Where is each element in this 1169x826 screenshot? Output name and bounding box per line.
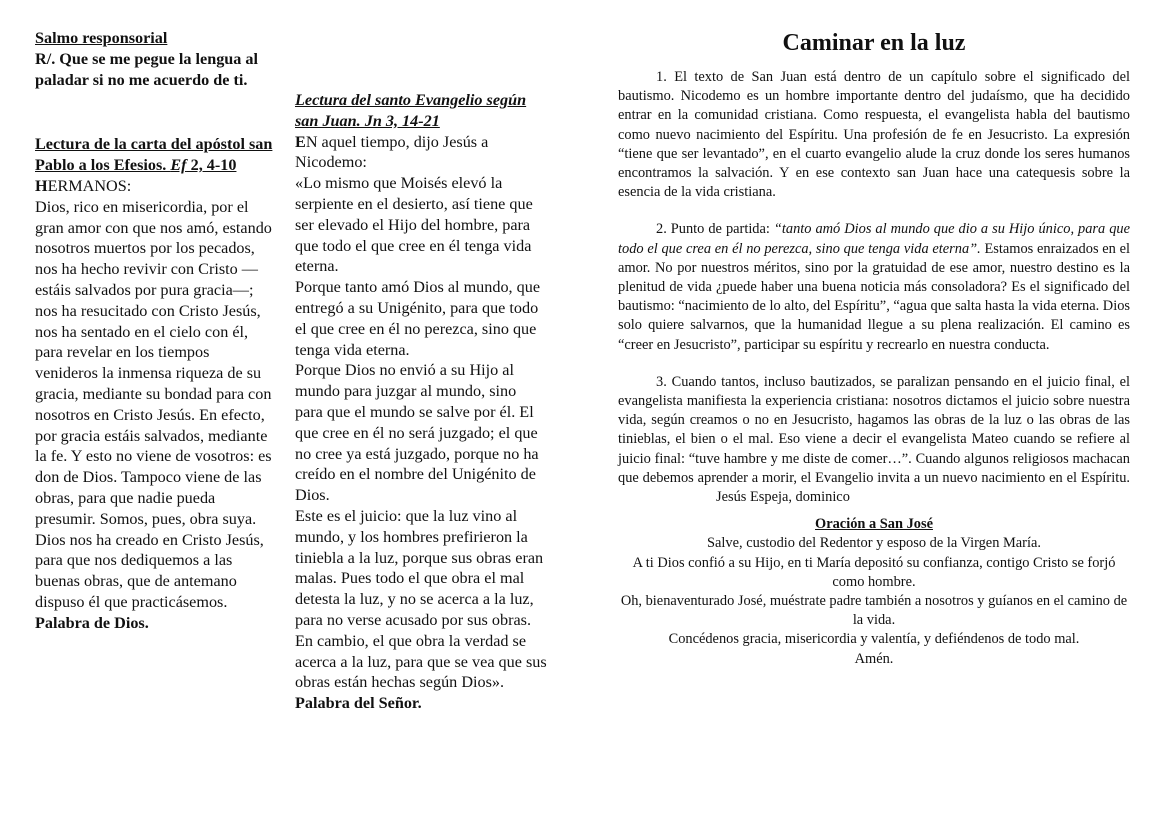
p2-rest: Estamos enraizados en el amor. No por nuestros méritos, sino por la gratuidad de ese amor, nuestro destino es la plenitud de vida ¿puede haber una buena noticia más consoladora? Es el significado del bautismo: “nacimiento de lo alto, del Espíritu”, “agua que salta hasta la vida eterna. Dios solo quiere salvarnos, que la humanidad llegue a su plena realización. El camino es “creer en Jesucristo”, participar su espíritu y recrearlo en nuestra conducta. (618, 240, 1130, 353)
prayer-line: Oh, bienaventurado José, muéstrate padre también a nosotros y guíanos en el camino de la vida. (620, 593, 1128, 629)
segunda-lectura-ref-verses: 2, 4-10 (186, 156, 237, 175)
comentario-paragraph-2 (618, 220, 1130, 354)
column-left (35, 28, 275, 634)
evangelio-intro (295, 132, 547, 174)
salmo-heading: Salmo responsorial (35, 29, 168, 47)
prayer-line: Amén. (854, 650, 894, 667)
segunda-lectura-heading-text: Lectura de la carta del apóstol san Pablo a los Efesios. (35, 135, 273, 175)
evangelio-paragraph: En cambio, el que obra la verdad se acerca a la luz, para que se vea que sus obras están hechas según Dios». (295, 631, 547, 692)
p2-quote: “tanto amó Dios al mundo que dio a su Hijo único, para que todo el que crea en él no perezca, sino que tenga vida eterna”. (618, 221, 1130, 257)
column-middle (295, 90, 547, 714)
evangelio-paragraph: Este es el juicio: que la luz vino al mundo, y los hombres prefirieron la tiniebla a la luz, porque sus obras eran malas. Pues todo el que obra el mal detesta la luz, y no se acerca a la luz, para no verse acusado por sus obras. (295, 506, 544, 629)
evangelio-paragraph: Porque Dios no envió a su Hijo al mundo para juzgar al mundo, sino para que el mundo se salve por él. El que cree en él no será juzgado; el que no cree ya está juzgado, porque no ha creído en el nombre del Unigénito de Dios. (295, 361, 539, 505)
evangelio-intro-rest: N aquel tiempo, dijo Jesús a Nicodemo: (295, 132, 489, 172)
prayer-title: Oración a San José (815, 516, 933, 533)
drop-initial: H (35, 176, 48, 195)
author-signature: Jesús Espeja, dominico (716, 489, 850, 506)
drop-initial: E (295, 132, 306, 151)
p3-text: 3. Cuando tantos, incluso bautizados, se paralizan pensando en el juicio final, el evangelista manifiesta la experiencia cristiana: nosotros dictamos el juicio sobre nuestra vida, según creamos o no en Jesucristo, hagamos las obras de la luz o las obras de las tinieblas, el bien o el mal. Eso viene a decir el evangelista Mateo cuando se refiere al juicio final: “tuve hambre y me diste de comer…”. Cuando algunos religiosos machacan que debemos aprender a morir, el Evangelio invita a un nuevo nacimiento en el Espíritu. (618, 373, 1130, 486)
segunda-lectura-first-word (35, 176, 275, 197)
segunda-lectura-heading (35, 134, 275, 176)
segunda-lectura-ref-book: Ef (170, 156, 187, 175)
evangelio-paragraph: Porque tanto amó Dios al mundo, que entregó a su Unigénito, para que todo el que cree en él no perezca, sino que tenga vida eterna. (295, 278, 541, 359)
column-right (618, 28, 1130, 669)
evangelio-heading: Lectura del santo Evangelio según san Juan. Jn 3, 14-21 (295, 91, 527, 130)
spacer (35, 90, 275, 134)
prayer-line: Salve, custodio del Redentor y esposo de la Virgen María. (707, 535, 1041, 552)
first-word-rest: ERMANOS: (47, 176, 132, 195)
p2-lead: 2. Punto de partida: (656, 221, 774, 238)
comentario-paragraph-3 (618, 373, 1130, 507)
segunda-lectura-closing: Palabra de Dios. (35, 613, 149, 632)
salmo-response: R/. Que se me pegue la lengua al paladar si no me acuerdo de ti. (35, 49, 259, 89)
evangelio-closing: Palabra del Señor. (295, 694, 422, 713)
comentario-paragraph-1: 1. El texto de San Juan está dentro de un capítulo sobre el significado del bautismo. Nicodemo es un hombre importante dentro del judaísmo, que ha decidido entrar en la comunidad cristiana. Como respuesta, el evangelista habla del bautismo como nuevo nacimiento del Espíritu. Una profesión de fe en Jesucristo. La expresión “tiene que ser levantado”, en el cuarto evangelio alude la cruz donde los seres humanos encontramos la salvación. Y en ese contexto san Juan hace una catequesis sobre la esencia de la vida cristiana. (618, 69, 1130, 201)
evangelio-paragraph: «Lo mismo que Moisés elevó la serpiente en el desierto, así tiene que ser elevado el Hijo del hombre, para que todo el que cree en él tenga vida eterna. (295, 174, 533, 276)
prayer-line: A ti Dios confió a su Hijo, en ti María depositó su confianza, contigo Cristo se forjó como hombre. (632, 554, 1116, 590)
page-title: Caminar en la luz (782, 30, 966, 56)
prayer-line: Concédenos gracia, misericordia y valentía, y defiéndenos de todo mal. (668, 631, 1080, 648)
segunda-lectura-body: Dios, rico en misericordia, por el gran amor con que nos amó, estando nosotros muertos por los pecados, nos ha hecho revivir con Cristo —estáis salvados por pura gracia—; nos ha resucitado con Cristo Jesús, nos ha sentado en el cielo con él, para revelar en los tiempos venideros la inmensa riqueza de su gracia, mediante su bondad para con nosotros en Cristo Jesús. En efecto, por gracia estáis salvados, mediante la fe. Y esto no viene de vosotros: es don de Dios. Tampoco viene de las obras, para que nadie pueda presumir. Somos, pues, obra suya. Dios nos ha creado en Cristo Jesús, para que nos dediquemos a las buenas obras, que de antemano dispuso él que practicásemos. (35, 197, 272, 611)
